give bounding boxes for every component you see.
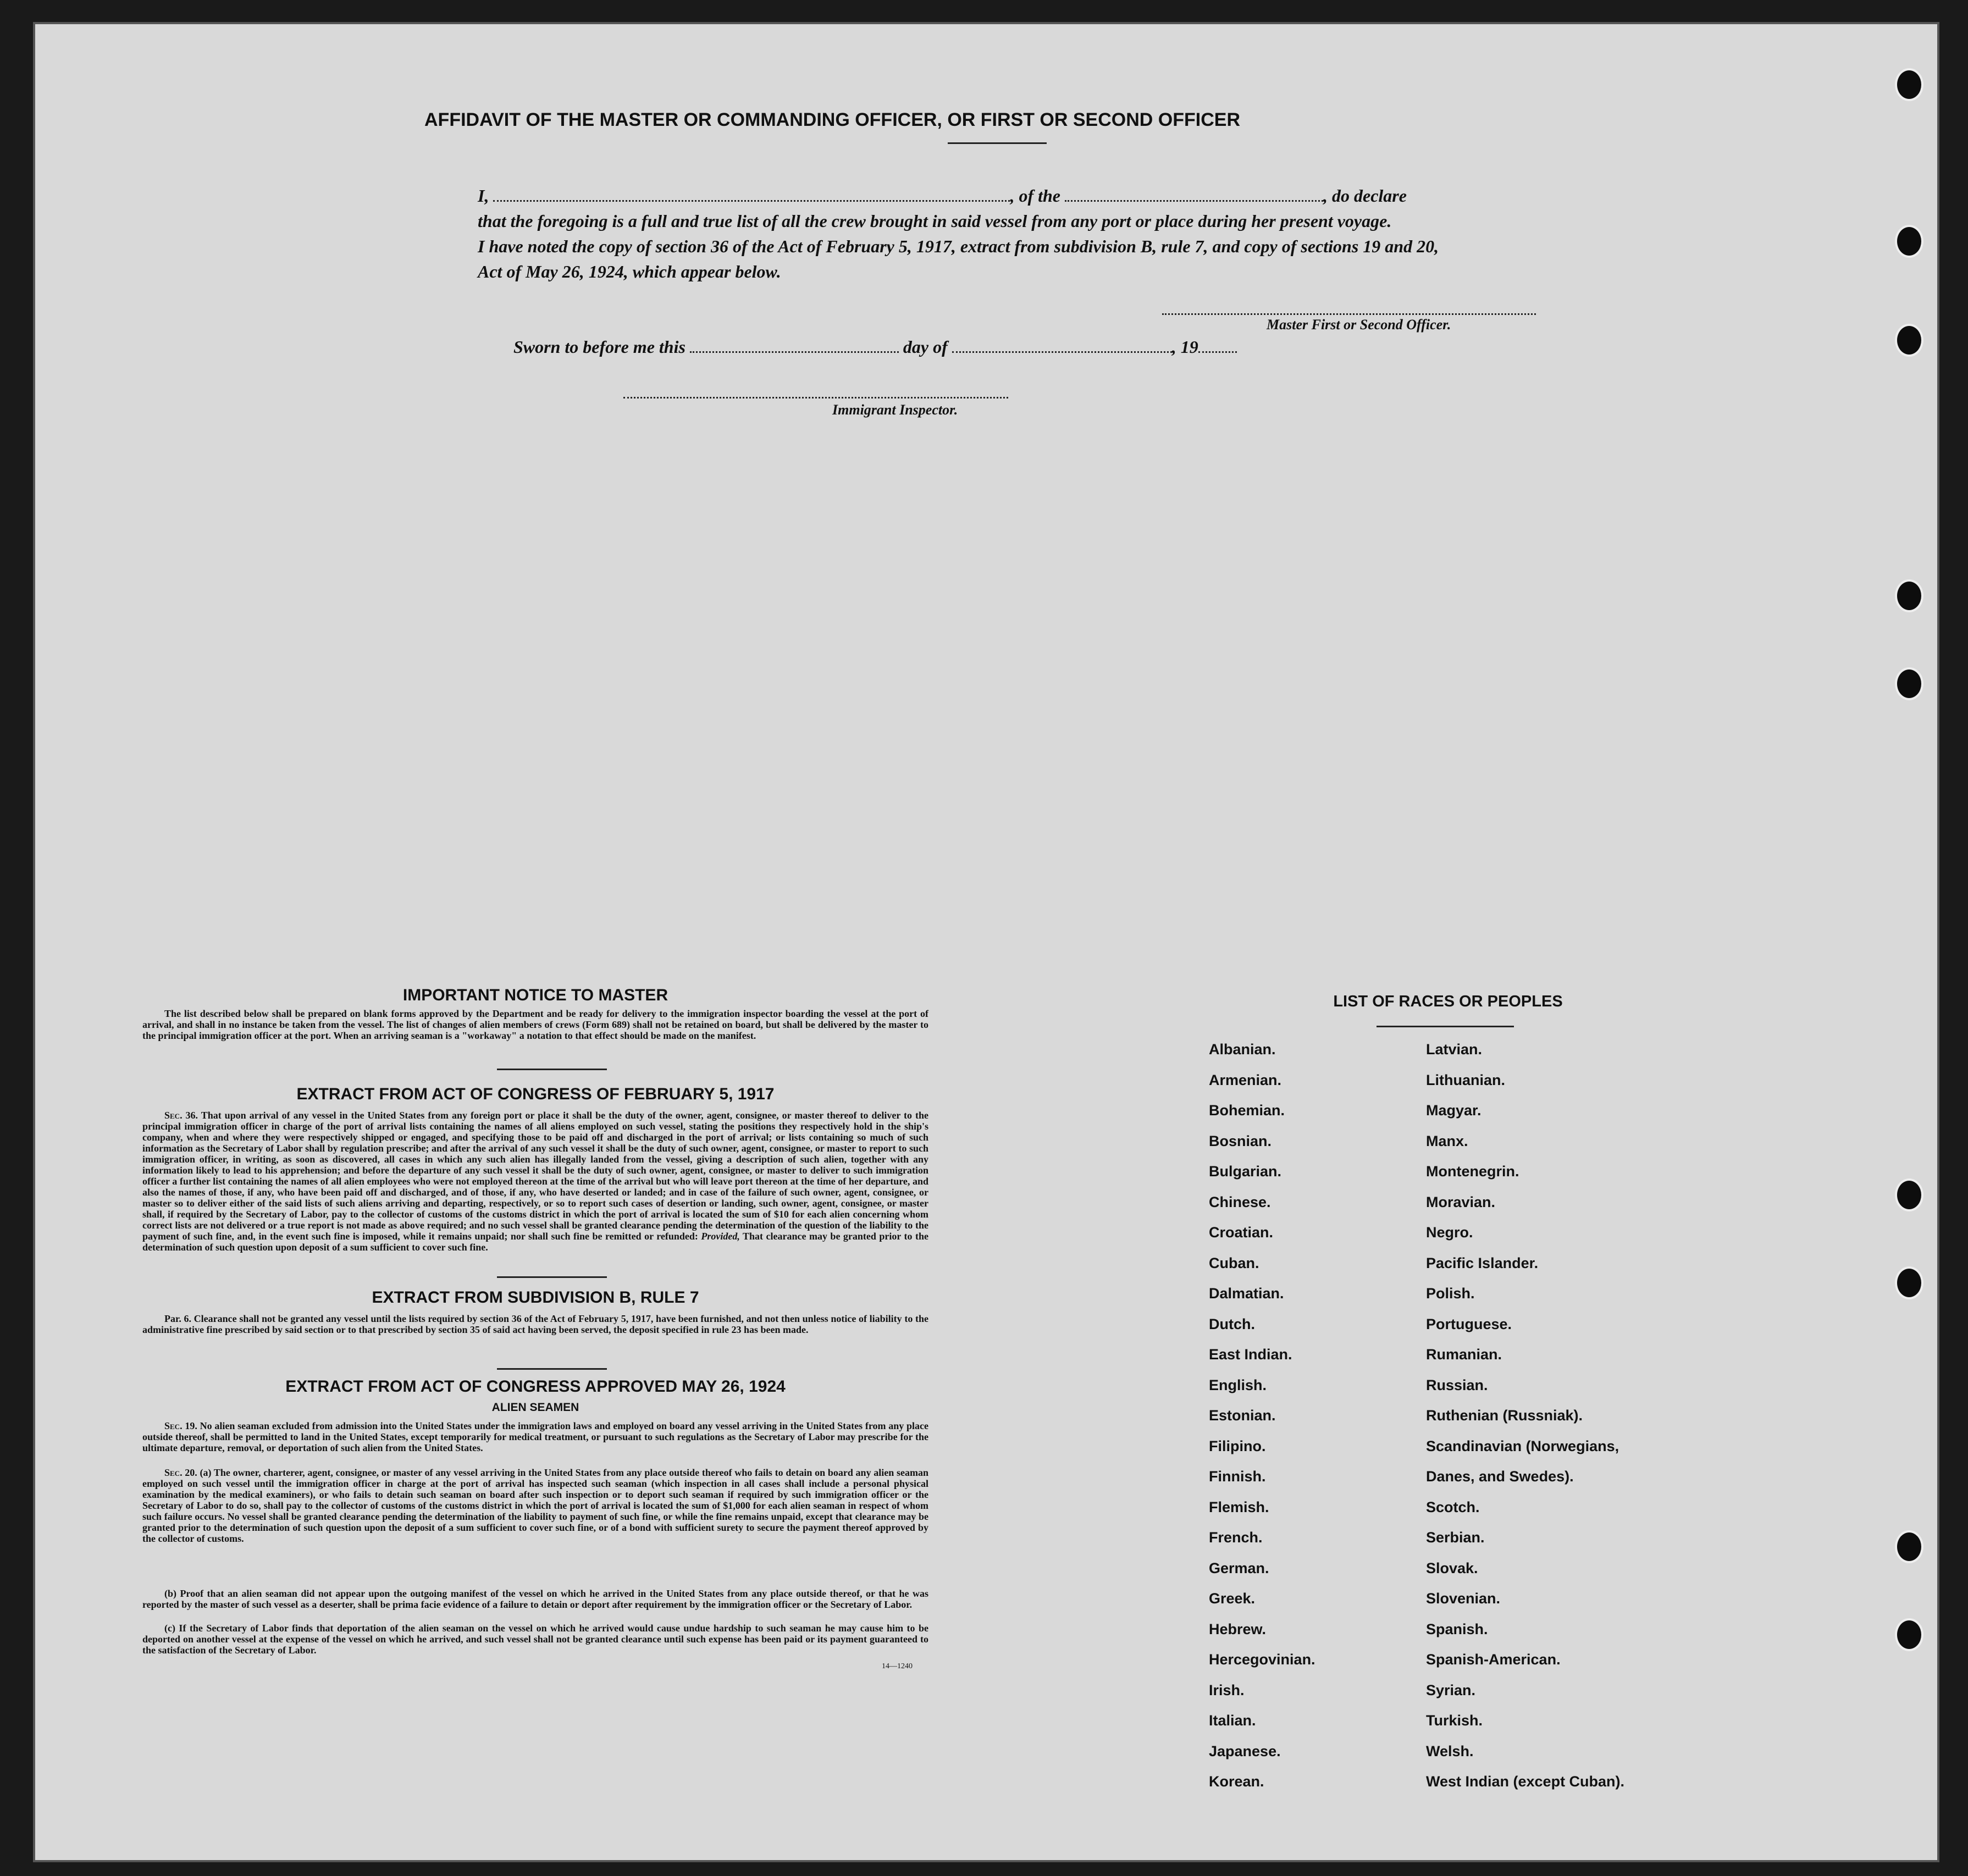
punch-hole	[1895, 68, 1923, 101]
race-item: Manx.	[1426, 1132, 1468, 1149]
title-underline	[948, 142, 1047, 144]
race-item: Latvian.	[1426, 1041, 1483, 1058]
race-item: Welsh.	[1426, 1742, 1474, 1759]
race-item: Korean.	[1209, 1773, 1264, 1790]
notice-title: IMPORTANT NOTICE TO MASTER	[402, 986, 668, 1004]
race-item: Magyar.	[1426, 1102, 1481, 1119]
race-item: Chinese.	[1209, 1193, 1271, 1210]
punch-hole	[1895, 1178, 1923, 1211]
divider	[497, 1368, 607, 1370]
race-item: Estonian.	[1209, 1407, 1276, 1424]
punch-hole	[1895, 1266, 1923, 1299]
race-item: Rumanian.	[1426, 1346, 1502, 1363]
punch-hole	[1895, 1618, 1923, 1651]
day-of-text: day of	[903, 337, 948, 357]
document-page	[33, 22, 1939, 1862]
extract-rule7-title: EXTRACT FROM SUBDIVISION B, RULE 7	[372, 1288, 699, 1307]
race-item: Scotch.	[1426, 1498, 1480, 1515]
punch-hole	[1895, 1530, 1923, 1563]
affidavit-line-2: that the foregoing is a full and true list of all the crew brought in said vessel from any port or place during her present voyage.	[478, 211, 1392, 231]
affidavit-declare: , do declare	[1323, 186, 1407, 206]
affidavit-of-the: , of the	[1010, 186, 1060, 206]
sec-20b-body: (b) Proof that an alien seaman did not appear upon the outgoing manifest of the vessel on which he arrived in the United States from any place outside thereof, or that he was reported by the master of such vessel as a deserter, shall be prima facie evidence of a failure to detain or deport after requirement by the immigration officer or the Secretary of Labor.	[142, 1588, 928, 1610]
alien-seamen-subtitle: ALIEN SEAMEN	[491, 1401, 579, 1414]
race-item: West Indian (except Cuban).	[1426, 1773, 1625, 1790]
sec-19-body	[142, 1420, 928, 1453]
sworn-line	[513, 335, 1366, 359]
race-item: Ruthenian (Russniak).	[1426, 1407, 1583, 1424]
punch-hole	[1895, 225, 1923, 258]
race-item: German.	[1209, 1559, 1269, 1576]
extract-1917-title: EXTRACT FROM ACT OF CONGRESS OF FEBRUARY 5, 1917	[296, 1085, 775, 1103]
divider	[497, 1276, 607, 1278]
sworn-text: Sworn to before me this	[513, 337, 686, 357]
sec-19-text: No alien seaman excluded from admission into the United States under the immigration laws and employed on board any vessel arriving in the United States from any place outside thereof, shall be permitted to land in the United States, except temporarily for medical treatment, or pursuant to such regulations as the Secretary of Labor may prescribe for the ultimate departure, removal, or deportation of such alien from the United States.	[142, 1420, 928, 1453]
race-item: Scandinavian (Norwegians,	[1426, 1437, 1619, 1454]
year-blank[interactable]	[1198, 337, 1237, 353]
affidavit-title: AFFIDAVIT OF THE MASTER OR COMMANDING OFFICER, OR FIRST OR SECOND OFFICER	[424, 109, 1240, 130]
affidavit-declaration-line	[478, 184, 1577, 208]
race-item: Japanese.	[1209, 1742, 1281, 1759]
race-item: Hercegovinian.	[1209, 1651, 1315, 1668]
race-item: Bohemian.	[1209, 1102, 1285, 1119]
sec-20a-body	[142, 1467, 928, 1544]
inspector-caption: Immigrant Inspector.	[832, 402, 958, 418]
extract-1917-body	[142, 1110, 928, 1253]
race-item: Dutch.	[1209, 1315, 1255, 1332]
punch-hole	[1895, 324, 1923, 357]
race-item: Bulgarian.	[1209, 1163, 1282, 1180]
race-item: Turkish.	[1426, 1712, 1483, 1729]
race-item: Dalmatian.	[1209, 1285, 1284, 1302]
race-item: Armenian.	[1209, 1071, 1282, 1088]
race-item: Cuban.	[1209, 1254, 1259, 1271]
day-blank[interactable]	[690, 337, 899, 353]
race-item: Negro.	[1426, 1224, 1473, 1241]
race-item: Moravian.	[1426, 1193, 1496, 1210]
race-item: Greek.	[1209, 1590, 1256, 1607]
affidavit-line-4: Act of May 26, 1924, which appear below.	[478, 262, 781, 281]
race-item: Croatian.	[1209, 1224, 1274, 1241]
race-item: Flemish.	[1209, 1498, 1269, 1515]
race-item: Syrian.	[1426, 1681, 1476, 1698]
race-item: Spanish.	[1426, 1620, 1488, 1637]
race-item: Serbian.	[1426, 1529, 1485, 1546]
race-item: Slovenian.	[1426, 1590, 1501, 1607]
extract-rule7-body: Par. 6. Clearance shall not be granted any vessel until the lists required by section 36 of the Act of February 5, 1917, have been furnished, and not then unless notice of liability to the administrative fine prescribed by said section or to that prescribed by section 35 of said act having been served, the deposit specified in rule 23 has been made.	[142, 1313, 928, 1335]
affidavit-i: I,	[478, 186, 489, 206]
sec-20c-body: (c) If the Secretary of Labor finds that deportation of the alien seaman on the vessel on which he arrived would cause undue hardship to such seaman he may cause him to be deported on another vessel at the expense of the vessel on which he arrived, and such vessel shall not be granted clearance until such expense has been paid or its payment guaranteed to the satisfaction of the Secretary of Labor.	[142, 1623, 928, 1656]
name-blank[interactable]	[493, 186, 1010, 202]
races-title: LIST OF RACES OR PEOPLES	[1333, 993, 1563, 1010]
race-item: East Indian.	[1209, 1346, 1292, 1363]
punch-hole	[1895, 667, 1923, 700]
extract-1924-title: EXTRACT FROM ACT OF CONGRESS APPROVED MAY 26, 1924	[285, 1377, 786, 1396]
sec-36-label: Sec. 36.	[164, 1110, 198, 1121]
race-item: Polish.	[1426, 1285, 1475, 1302]
race-item: Lithuanian.	[1426, 1071, 1505, 1088]
races-column-2	[1426, 1034, 1712, 1797]
race-item: Montenegrin.	[1426, 1163, 1519, 1180]
races-column-1	[1209, 1034, 1418, 1797]
divider	[497, 1069, 607, 1070]
notice-body: The list described below shall be prepared on blank forms approved by the Department and be ready for delivery to the immigration inspector boarding the vessel at the port of arrival, and shall in no instance be taken from the vessel. The list of changes of alien members of crews (Form 689) shall not be retained on board, but shall be delivered by the master to the principal immigration officer at the port. When an arriving seaman is a "workaway" a notation to that effect should be made on the manifest.	[142, 1008, 928, 1041]
race-item: Pacific Islander.	[1426, 1254, 1539, 1271]
race-item: Albanian.	[1209, 1041, 1276, 1058]
vessel-blank[interactable]	[1065, 186, 1323, 202]
month-blank[interactable]	[952, 337, 1172, 353]
race-item: Irish.	[1209, 1681, 1245, 1698]
race-item: Russian.	[1426, 1376, 1488, 1393]
form-number: 14—1240	[882, 1662, 913, 1670]
sec-20a-text: (a) The owner, charterer, agent, consignee, or master of any vessel arriving in the United States from any place outside thereof who fails to detain on board any alien seaman employed on such vessel until the immigration officer in charge at the port of arrival has inspected such seaman (which inspection in all cases shall include a personal physical examination by the medical examiners), or who fails to detain such seaman on board after such inspection or to deport such seaman if required by such immigration officer or the Secretary of Labor to do so, shall pay to the collector of customs of the customs district in which the port of arrival is located the sum of $1,000 for each alien seaman in respect of whom such failure occurs. No vessel shall be granted clearance pending the determination of the liability to payment of such fine, or while the fine remains unpaid, except that clearance may be granted prior to the determination of such question upon the deposit of a sum sufficient to cover such fine, or of a bond with sufficient surety to secure the payment thereof approved by the collector of customs.	[142, 1467, 929, 1544]
race-item: English.	[1209, 1376, 1267, 1393]
sec-36-text: That upon arrival of any vessel in the United States from any foreign port or place it shall be the duty of the owner, agent, consignee, or master thereof to deliver to the principal immigration officer in charge of the port of arrival lists containing the names of all aliens employed on such vessel, stating the positions they respectively hold in the ship's company, when and where they were respectively shipped or engaged, and specifying those to be paid off and discharged in the port of arrival; or lists containing so much of such information as the Secretary of Labor shall by regulation prescribe; and after the arrival of any such vessel it shall be the duty of such owner, agent, consignee, or master to report to such immigration officer, in writing, as soon as discovered, all cases in which any such alien has illegally landed from the vessel, giving a description of such alien, together with any information likely to lead to his apprehension; and before the departure of any such vessel it shall be the duty of such owner, agent, consignee, or master to deliver to such immigration officer a further list containing the names of all alien employees who were not employed thereon at the time of the arrival but who will leave port thereon at the time of her departure, and also the names of those, if any, who have been paid off and discharged, and of those, if any, who have deserted or landed; and in case of the failure of such owner, agent, consignee, or master so to deliver either of the said lists of such aliens arriving and departing, respectively, or so to report such cases of desertion or landing, such owner, agent, consignee, or master shall, if required by the Secretary of Labor, pay to the collector of customs of the customs district in which the port of arrival is located the sum of $10 for each alien concerning whom correct lists are not delivered or a true report is not made as above required; and no such vessel shall be granted clearance pending the determination of the question of the liability to the payment of such fine, and, in the event such fine is imposed, while it remains unpaid; nor shall such fine be remitted or refunded:	[142, 1110, 928, 1242]
race-item: French.	[1209, 1529, 1263, 1546]
punch-hole	[1895, 579, 1923, 612]
master-caption: Master First or Second Officer.	[1267, 317, 1451, 333]
provided-word: Provided,	[701, 1231, 740, 1242]
race-item: Filipino.	[1209, 1437, 1266, 1454]
race-item: Italian.	[1209, 1712, 1256, 1729]
race-item: Bosnian.	[1209, 1132, 1272, 1149]
year-prefix: , 19	[1171, 337, 1198, 357]
race-item: Danes, and Swedes).	[1426, 1468, 1574, 1485]
races-title-underline	[1377, 1026, 1514, 1027]
race-item: Spanish-American.	[1426, 1651, 1561, 1668]
sec-36-end: That clearance may be granted prior to the determination of such question upon deposit of a sum sufficient to cover such fine.	[142, 1231, 928, 1253]
race-item: Finnish.	[1209, 1468, 1266, 1485]
race-item: Slovak.	[1426, 1559, 1478, 1576]
race-item: Portuguese.	[1426, 1315, 1512, 1332]
race-item: Hebrew.	[1209, 1620, 1267, 1637]
affidavit-line-3: I have noted the copy of section 36 of the Act of February 5, 1917, extract from subdivision B, rule 7, and copy of sections 19 and 20,	[478, 236, 1439, 256]
sec-19-label: Sec. 19.	[164, 1420, 197, 1431]
sec-20-label: Sec. 20.	[164, 1467, 197, 1478]
